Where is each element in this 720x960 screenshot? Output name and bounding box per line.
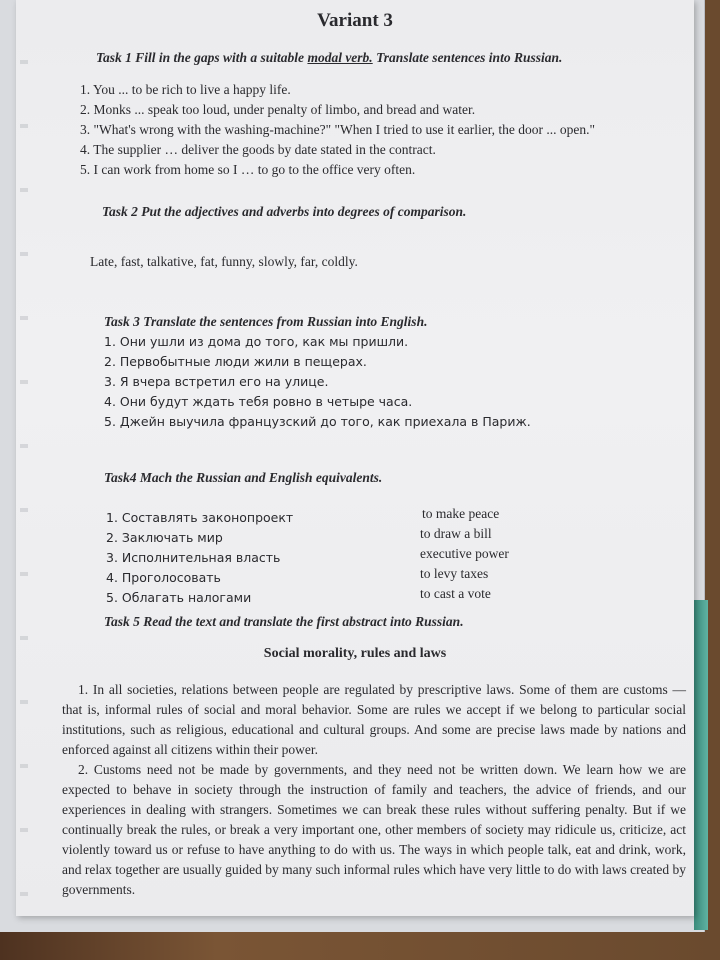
task1-heading-after: Translate sentences into Russian.	[372, 50, 563, 65]
task3-item-2: 2. Первобытные люди жили в пещерах.	[104, 354, 367, 369]
essay-paragraph-1: 1. In all societies, relations between people are regulated by prescriptive laws. Some of them are customs — that is, informal rules of social and moral behavior. Some are rules we accept if we belong to particular social institutions, such as religious, educational and cultural groups. And some are precise laws made by nations and enforced against all citizens within their power.	[62, 682, 686, 757]
task2-heading: Task 2 Put the adjectives and adverbs into degrees of comparison.	[102, 204, 467, 219]
task4-russian-2: 2. Заключать мир	[106, 530, 223, 545]
task1-item-4: 4. The supplier … deliver the goods by date stated in the contract.	[80, 142, 436, 157]
task1-item-2: 2. Monks ... speak too loud, under penalty of limbo, and bread and water.	[80, 102, 476, 117]
task1-item-1: 1. You ... to be rich to live a happy life.	[80, 82, 291, 97]
task1-heading	[96, 50, 562, 66]
essay-paragraph-2: 2. Customs need not be made by governments, and they need not be written down. We learn how we are expected to behave in society through the instruction of family and teachers, the advice of friends, and our experiences in dealing with strangers. Sometimes we can break these rules without suffering penalty. But if we continually break the rules, or break a very important one, other members of society may ridicule us, criticize, act violently toward us or refuse to have anything to do with us. The ways in which people talk, eat and drink, work, and relax together are usually guided by many such informal rules which have very little to do with laws created by governments.	[62, 762, 686, 897]
task4-russian-3: 3. Исполнительная власть	[106, 550, 281, 565]
task1-heading-underlined: modal verb.	[307, 50, 373, 65]
task4-english-5: to cast a vote	[420, 586, 491, 601]
task4-english-4: to levy taxes	[420, 566, 489, 581]
task3-item-4: 4. Они будут ждать тебя ровно в четыре часа.	[104, 394, 413, 409]
task1-item-3: 3. "What's wrong with the washing-machine?" "When I tried to use it earlier, the door ... open."	[80, 122, 596, 137]
task4-heading: Task4 Mach the Russian and English equivalents.	[104, 470, 383, 485]
task2-words: Late, fast, talkative, fat, funny, slowly, far, coldly.	[90, 254, 358, 269]
task1-item-5: 5. I can work from home so I … to go to the office very often.	[80, 162, 416, 177]
essay-title: Social morality, rules and laws	[263, 646, 447, 661]
task3-item-5: 5. Джейн выучила французский до того, как приехала в Париж.	[104, 414, 531, 429]
task1-heading-before: Task 1 Fill in the gaps with a suitable	[96, 50, 308, 65]
task4-russian-1: 1. Составлять законопроект	[106, 510, 294, 525]
task3-heading: Task 3 Translate the sentences from Russian into English.	[104, 314, 428, 329]
task4-english-1: to make peace	[422, 506, 500, 521]
green-folder-edge	[694, 600, 708, 930]
task4-english-3: executive power	[420, 546, 509, 561]
task4-russian-5: 5. Облагать налогами	[106, 590, 252, 605]
sleeve-punch-holes	[20, 0, 28, 930]
task3-item-1: 1. Они ушли из дома до того, как мы пришли.	[104, 334, 409, 349]
worksheet-page	[16, 0, 694, 916]
task5-heading: Task 5 Read the text and translate the first abstract into Russian.	[104, 614, 464, 629]
task4-russian-4: 4. Проголосовать	[106, 570, 221, 585]
page-title: Variant 3	[317, 10, 393, 31]
task3-item-3: 3. Я вчера встретил его на улице.	[104, 374, 329, 389]
task4-english-2: to draw a bill	[420, 526, 492, 541]
